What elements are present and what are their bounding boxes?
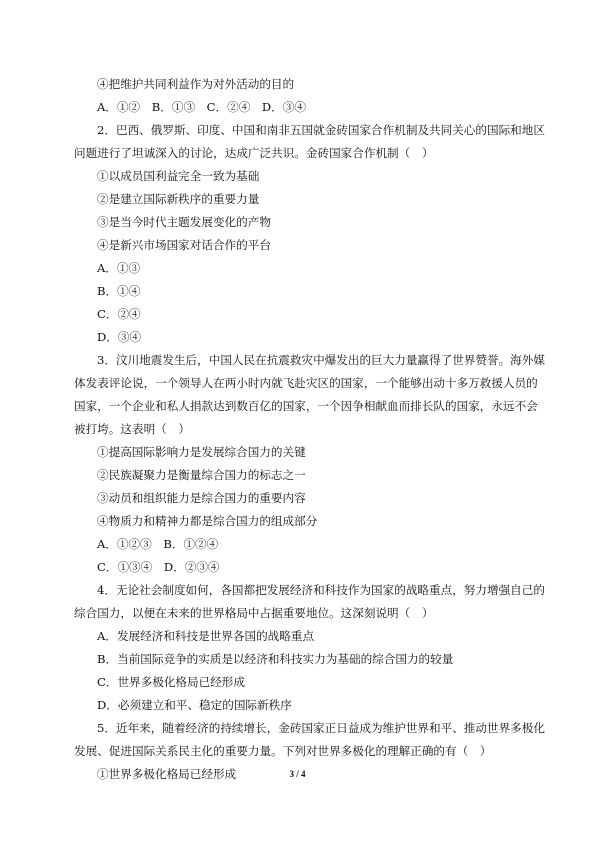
q3-stem-line-2: 体发表评论说，一个领导人在两小时内就飞赴灾区的国家，一个能够出动十多万救援人员的 bbox=[74, 376, 538, 390]
q2-item-3: ③是当今时代主题发展变化的产物 bbox=[97, 215, 271, 229]
q2-stem-line-1: 2．巴西、俄罗斯、印度、中国和南非五国就金砖国家合作机制及共同关心的国际和地区 bbox=[97, 123, 545, 137]
q4-option-a: A．发展经济和科技是世界各国的战略重点 bbox=[97, 629, 315, 643]
q3-item-2: ②民族凝聚力是衡量综合国力的标志之一 bbox=[97, 468, 306, 482]
q3-item-3: ③动员和组织能力是综合国力的重要内容 bbox=[97, 491, 306, 505]
q3-stem-line-1: 3．汶川地震发生后，中国人民在抗震救灾中爆发出的巨大力量赢得了世界赞誉。海外媒 bbox=[97, 353, 545, 367]
q3-stem-line-4: 被打垮。这表明（ ） bbox=[74, 422, 190, 436]
q5-item-1: ①世界多极化格局已经形成 bbox=[97, 767, 237, 781]
q4-option-b: B．当前国际竞争的实质是以经济和科技实力为基础的综合国力的较量 bbox=[97, 652, 454, 666]
q2-item-2: ②是建立国际新秩序的重要力量 bbox=[97, 192, 260, 206]
q3-item-4: ④物质力和精神力都是综合国力的组成部分 bbox=[97, 514, 318, 528]
q2-item-1: ①以成员国利益完全一致为基础 bbox=[97, 169, 260, 183]
q3-stem-line-3: 国家，一个企业和私人捐款达到数百亿的国家，一个因争相献血而排长队的国家，永远不会 bbox=[74, 399, 538, 413]
q1-options: A．①② B．①③ C．②④ D．③④ bbox=[97, 100, 306, 114]
q2-item-4: ④是新兴市场国家对话合作的平台 bbox=[97, 238, 271, 252]
q3-options-line-2: C．①③④ D．②③④ bbox=[97, 560, 220, 574]
q1-item-4: ④把维护共同利益作为对外活动的目的 bbox=[97, 77, 295, 91]
q5-stem-line-1: 5．近年来，随着经济的持续增长，金砖国家正日益成为维护世界和平、推动世界多极化 bbox=[97, 721, 545, 735]
q2-option-b: B．①④ bbox=[97, 284, 141, 298]
q3-options-line-1: A．①②③ B．①②④ bbox=[97, 537, 219, 551]
page-number: 3 / 4 bbox=[289, 769, 306, 779]
q3-item-1: ①提高国际影响力是发展综合国力的关键 bbox=[97, 445, 306, 459]
q2-option-a: A．①③ bbox=[97, 261, 141, 275]
document-body bbox=[74, 73, 545, 786]
q2-option-c: C．②④ bbox=[97, 307, 141, 321]
q2-stem-line-2: 问题进行了坦诚深入的讨论，达成广泛共识。金砖国家合作机制（ ） bbox=[74, 146, 434, 160]
q4-stem-line-2: 综合国力，以便在未来的世界格局中占据重要地位。这深刻说明（ ） bbox=[74, 606, 434, 620]
q4-option-d: D．必须建立和平、稳定的国际新秩序 bbox=[97, 698, 292, 712]
q5-stem-line-2: 发展、促进国际关系民主化的重要力量。下列对世界多极化的理解正确的有（ ） bbox=[74, 744, 492, 758]
q4-option-c: C．世界多极化格局已经形成 bbox=[97, 675, 245, 689]
q4-stem-line-1: 4．无论社会制度如何，各国都把发展经济和科技作为国家的战略重点，努力增强自己的 bbox=[97, 583, 545, 597]
q2-option-d: D．③④ bbox=[97, 330, 142, 344]
